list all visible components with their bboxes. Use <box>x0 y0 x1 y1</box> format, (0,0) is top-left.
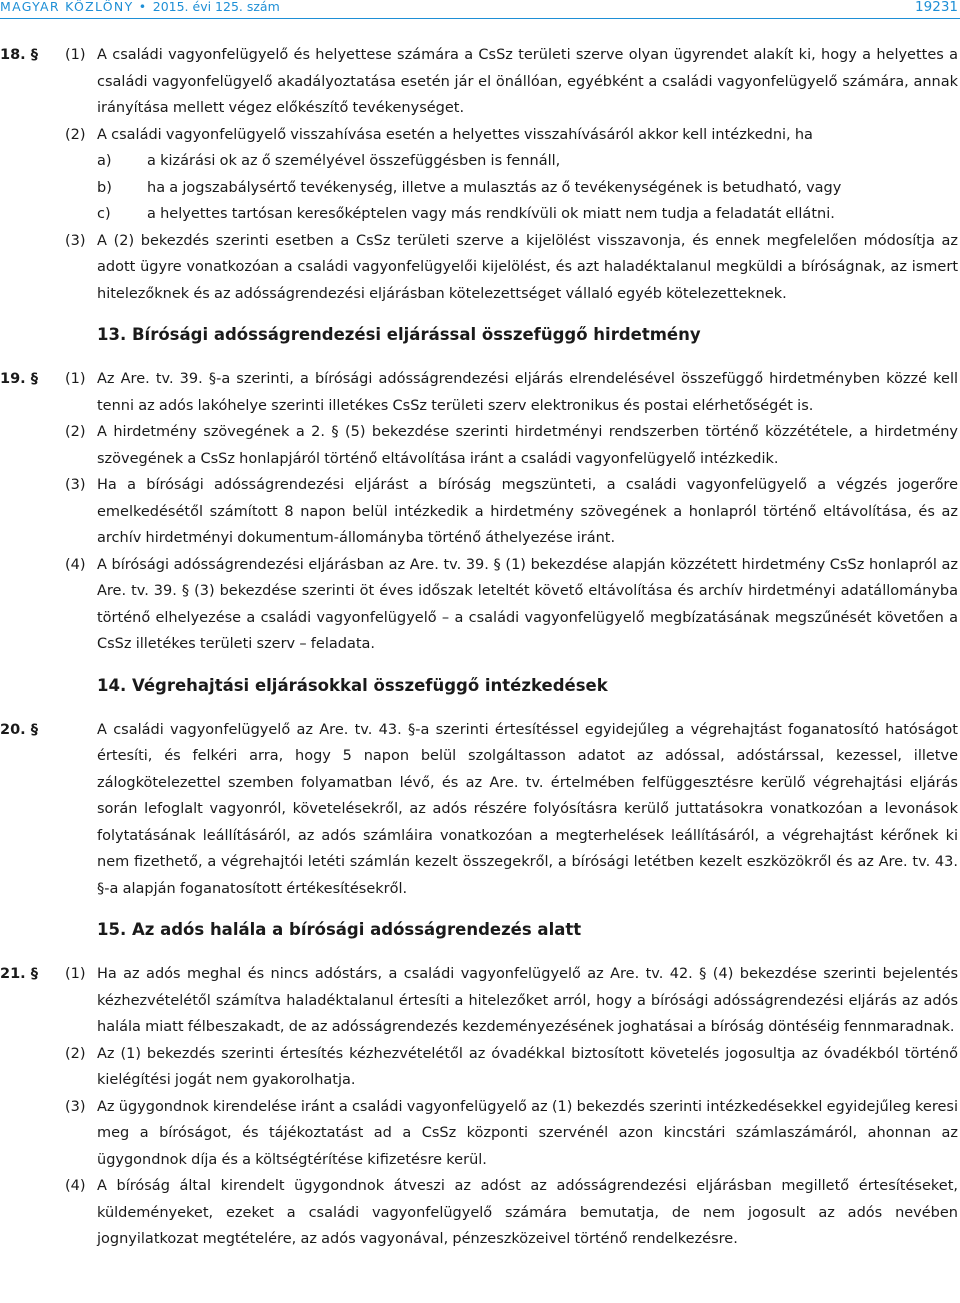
paragraph-text: Az (1) bekezdés szerinti értesítés kézhezvételétől az óvadékkal biztosított követelés jogosultja az óvadékból történő kielégítési jogát nem gyakorolhatja. <box>97 1045 958 1088</box>
item-text: a kizárási ok az ő személyével összefüggésben is fennáll, <box>147 153 561 169</box>
paragraph <box>0 472 960 552</box>
section-number: 19. § <box>0 371 38 387</box>
paragraph <box>0 1094 960 1174</box>
section-number: 18. § <box>0 47 38 63</box>
subheading: 15. Az adós halála a bírósági adósságrendezés alatt <box>97 920 582 939</box>
item-letter: b) <box>97 179 112 196</box>
section-19 <box>0 366 960 658</box>
section-number: 20. § <box>0 721 38 738</box>
paragraph-text: A hirdetmény szövegének a 2. § (5) bekezdése szerinti hirdetményi rendszerben történő közzététele, a hirdetmény szövegének a CsSz honlapjáról történő eltávolítása iránt a családi vagyonfelügyelő intézkedik. <box>97 424 958 467</box>
item-text: ha a jogszabálysértő tevékenység, illetve a mulasztás az ő tevékenységének is betudható, vagy <box>147 179 842 196</box>
paragraph-text: Az Are. tv. 39. §-a szerinti, a bírósági adósságrendezési eljárás elrendelésével összefüggő hirdetményben közzé kell tenni az adós lakóhelye szerinti illetékes CsSz területi szerv elektronikus és postai elérhetőségét is. <box>97 371 958 414</box>
item-letter: a) <box>97 153 112 169</box>
list-item <box>0 175 960 202</box>
paragraph <box>0 1041 960 1094</box>
document-body <box>0 42 960 1253</box>
running-header <box>0 0 960 19</box>
item-text: a helyettes tartósan keresőképtelen vagy más rendkívüli ok miatt nem tudja a feladatát ellátni. <box>147 206 835 222</box>
paragraph-number: (3) <box>65 1098 86 1115</box>
section-21 <box>0 961 960 1253</box>
paragraph-number: (1) <box>65 966 86 982</box>
paragraph-number: (2) <box>65 424 86 440</box>
section-18 <box>0 42 960 307</box>
paragraph-number: (3) <box>65 477 86 493</box>
paragraph <box>0 122 960 149</box>
paragraph <box>0 961 960 1041</box>
paragraph-text: A családi vagyonfelügyelő és helyettese számára a CsSz területi szerve olyan ügyrendet alakít ki, hogy a helyettes a családi vagyonfelügyelő akadályoztatása esetén jár el önállóan, egyébként a családi vagyonfelügyelő számára, annak irányítása mellett végez előkészítő tevékenységet. <box>97 47 958 116</box>
paragraph-text: Az ügygondnok kirendelése iránt a családi vagyonfelügyelő az (1) bekezdés szerinti intézkedésekkel egyidejűleg keresi meg a bíróságot, és tájékoztatást ad a CsSz központi szervénél azon kincstári számlaszámáról, ahonnan az ügygondnok díja és a költségtérítése kifizetésre kerül. <box>97 1098 958 1168</box>
list-item <box>0 148 960 175</box>
paragraph-number: (2) <box>65 1045 86 1062</box>
paragraph-text: A (2) bekezdés szerinti esetben a CsSz területi szerve a kijelölést visszavonja, és ennek megfelelően módosítja az adott ügyre vonatkozóan a családi vagyonfelügyelői kijelölést, és azt haladéktalanul megküldi a bíróságnak, az ismert hitelezőknek és az adósságrendezési eljárásban kötelezettséget vállaló egyéb kötelezetteknek. <box>97 232 958 302</box>
item-letter: c) <box>97 206 111 222</box>
page-number: 19231 <box>915 0 958 15</box>
paragraph <box>0 1173 960 1253</box>
paragraph <box>0 228 960 308</box>
paragraph-number: (2) <box>65 126 86 143</box>
paragraph-number: (1) <box>65 47 86 63</box>
paragraph <box>0 717 960 903</box>
paragraph-number: (3) <box>65 232 86 249</box>
paragraph-text: A családi vagyonfelügyelő visszahívása esetén a helyettes visszahívásáról akkor kell intézkedni, ha <box>97 126 813 143</box>
paragraph-number: (4) <box>65 556 86 573</box>
paragraph <box>0 552 960 658</box>
journal-title: MAGYAR KÖZLÖNY <box>0 0 134 14</box>
paragraph-text: Ha a bírósági adósságrendezési eljárást a bíróság megszünteti, a családi vagyonfelügyelő a végzés jogerőre emelkedésétől számított 8 napon belül intézkedik a hirdetmény szövegének a honlapról történő eltávolítása, és az archív hirdetményi dokumentum-állományba történő áthelyezése iránt. <box>97 477 958 546</box>
list-item <box>0 201 960 228</box>
paragraph-text: A bírósági adósságrendezési eljárásban az Are. tv. 39. § (1) bekezdése alapján közzétett hirdetmény CsSz honlapról az Are. tv. 39. § (3) bekezdése szerinti öt éves időszak leteltét követő eltávolítása és archív hirdetményi adatállományba történő elhelyezése a családi vagyonfelügyelő – a családi vagyonfelügyelő megbízatásának megszűnését követően a CsSz illetékes területi szerv – feladata. <box>97 556 958 652</box>
paragraph <box>0 42 960 122</box>
subheading: 13. Bírósági adósságrendezési eljárással összefüggő hirdetmény <box>97 325 701 344</box>
paragraph-text: A bíróság által kirendelt ügygondnok átveszi az adóst az adósságrendezési eljárásban megillető értesítéseket, küldeményeket, ezeket a családi vagyonfelügyelő számára bemutatja, de nem jogosult az adós nevében jognyilatkozat megtételére, az adós vagyonával, pénzeszközeivel történő rendelkezésre. <box>97 1178 958 1247</box>
subheading: 14. Végrehajtási eljárásokkal összefüggő intézkedések <box>97 675 608 695</box>
paragraph-number: (4) <box>65 1178 86 1194</box>
paragraph <box>0 366 960 419</box>
journal-header: MAGYAR KÖZLÖNY • 2015. évi 125. szám <box>0 0 280 14</box>
issue-number: 2015. évi 125. szám <box>152 0 280 14</box>
section-number: 21. § <box>0 966 38 982</box>
paragraph-text: Ha az adós meghal és nincs adóstárs, a családi vagyonfelügyelő az Are. tv. 42. § (4) bekezdése szerinti bejelentés kézhezvételétől számítva haladéktalanul értesíti a hitelezőket arról, hogy a bírósági adósságrendezési eljárás az adós halála miatt félbeszakadt, de az adósságrendezés kezdeményezésének joghatásai a bíróság döntéséig fennmaradnak. <box>97 966 958 1035</box>
paragraph-number: (1) <box>65 371 86 387</box>
section-20 <box>0 717 960 903</box>
paragraph-text: A családi vagyonfelügyelő az Are. tv. 43. §-a szerinti értesítéssel egyidejűleg a végrehajtást foganatosító hatóságot értesíti, és felkéri arra, hogy 5 napon belül szolgáltasson adatot az adóssal, adóstárssal, kezessel, illetve zálogkötelezettel szemben folyamatban lévő, és az Are. tv. értelmében felfüggesztésre kerülő végrehajtási eljárás során lefoglalt vagyonról, követelésekről, az adós részére folyósításra kerülő juttatásokra vonatkozóan a levonások folytatásának leállításáról, az adós számláira vonatkozóan a megterhelések leállításáról, a végrehajtást kérőnek ki nem fizethető, a végrehajtói letéti számlán kezelt összegekről, a bírósági letétben kezelt eszközökről és az Are. tv. 43. §-a alapján foganatosított értékesítésekről. <box>97 721 958 897</box>
paragraph <box>0 419 960 472</box>
